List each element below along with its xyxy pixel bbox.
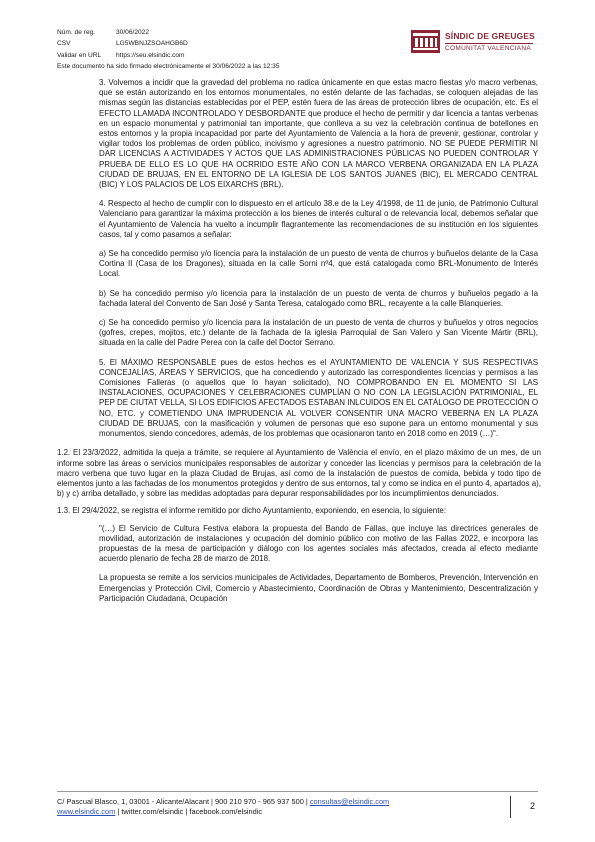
footer-email-link[interactable]: consultas@elsindic.com	[309, 797, 390, 806]
footer-line-1	[57, 797, 389, 807]
footer	[57, 797, 389, 817]
paragraph-point-4: 4. Respecto al hecho de cumplir con lo dispuesto en el artículo 38.e de la Ley 4/1998, de 11 de junio, de Patrimonio Cultural Valenciano para garantizar la máxima protección a los bienes de interés cultural o de relevancia local, debemos señalar que el Ayuntamiento de Valencia ha vuelto a incumplir flagrantemente las recomendaciones de su institución en los siguientes casos, tal y como pasamos a señalar:	[99, 199, 538, 239]
validation-url-label: Validar en URL	[57, 51, 102, 59]
logo-text	[445, 31, 535, 52]
paragraph-1-2: 1.2. El 23/3/2022, admitida la queja a trámite, se requiere al Ayuntamiento de València el envío, en el plazo máximo de un mes, de un informe sobre las áreas o servicios municipales responsables de autorizar y conceder las licencias y permisos para la celebración de la macro verbena que tuvo lugar en la plaza Ciudad de Brujas, así como de la instalación de puestos de comida, bebida y todo tipo de elementos junto a las fachadas de los monumentos protegidos y dentro de sus entornos, tal y como se indica en el punto 4, apartados a), b) y c) arriba detallado, y sobre las medidas adoptadas para depurar responsabilidades por los incumplimientos denunciados.	[57, 448, 541, 499]
csv-row	[57, 38, 188, 49]
report-paragraph-2: La propuesta se remite a los servicios municipales de Actividades, Departamento de Bomberos, Prevención, Intervención en Emergencias y Protección Civil, Comercio y Abastecimiento, Coordinación de Obras y Mantenimiento, Descentralización y Participación Ciudadana, Ocupación	[99, 573, 538, 603]
paragraph-point-4a: a) Se ha concedido permiso y/o licencia para la instalación de un puesto de venta de churros y buñuelos delante de la Casa Cortina II (Casa de los Dragones), situada en la calle Sorni nº4, que está catalogada como BRL-Monumento de Interés Local.	[99, 249, 538, 279]
footer-divider	[57, 791, 538, 792]
logo-divider	[445, 43, 533, 44]
report-paragraph-1: "(…) El Servicio de Cultura Festiva elabora la propuesta del Bando de Fallas, que incluye las directrices generales de movilidad, autorización de instalaciones y ocupación del dominio público con motivo de las Fallas 2022, e incorpora las propuestas de la mesa de participación y diálogo con los agentes sociales más afectados, creada al efecto mediante acuerdo plenario de fecha 28 de marzo de 2018.	[99, 523, 538, 564]
logo-title: SÍNDIC DE GREUGES	[445, 31, 535, 42]
building-icon	[411, 30, 440, 53]
csv-label: CSV	[57, 40, 71, 48]
validation-url-row	[57, 50, 188, 61]
validation-url-value: https://seu.elsindic.com	[116, 51, 185, 59]
registration-value: 30/06/2022	[116, 29, 150, 36]
document-body	[57, 78, 541, 613]
page-number: 2	[530, 801, 536, 811]
registration-label: Núm. de reg.	[57, 29, 96, 36]
footer-separator	[510, 796, 511, 818]
signature-note: Este documento ha sido firmado electrónicamente el 30/06/2022 a las 12:35	[57, 63, 280, 70]
sindic-logo	[411, 29, 537, 54]
footer-web-link[interactable]: www.elsindic.com	[57, 807, 116, 816]
paragraph-point-4c: c) Se ha concedido permiso y/o licencia para la instalación de un puesto de venta de churros y buñuelos y otros negocios (gofres, crepes, mojitos, etc.) delante de la fachada de la iglesia Parroquial de San Valero y San Vicente Mártir (BRL), situada en la calle del Padre Perea con la calle del Doctor Serrano.	[99, 318, 538, 348]
paragraph-point-4b: b) Se ha concedido permiso y/o licencia para la instalación de un puesto de venta de churros y buñuelos pegado a la fachada lateral del Convento de San José y Santa Teresa, catalogado como BRL, recayente a la calle Blanqueries.	[99, 288, 538, 308]
paragraph-1-3: 1.3. El 29/4/2022, se registra el informe remitido por dicho Ayuntamiento, exponiendo, en esencia, lo siguiente:	[57, 506, 447, 516]
csv-value: LG5WBNJZSOAHGB6D	[116, 40, 188, 48]
footer-line-2	[57, 807, 389, 817]
quoted-complaint	[99, 78, 538, 439]
footer-social: | twitter.com/elsindic | facebook.com/elsindic	[115, 807, 263, 816]
footer-address: C/ Pascual Blasco, 1, 03001 - Alicante/Alacant | 900 210 970 - 965 937 500 |	[57, 797, 310, 806]
registration-row	[57, 27, 188, 38]
quoted-report	[99, 524, 538, 604]
paragraph-point-3: 3. Volvemos a incidir que la gravedad del problema no radica únicamente en que estas macro fiestas y/o macro verbenas, que se están autorizando en los entornos monumentales, no estén delante de las fachadas, se coloquen alejadas de las mismas según las distancias establecidas por el PEP, estén fuera de las áreas de protección libres de ocupación, etc. Es el EFECTO LLAMADA INCONTROLADO Y DESBORDANTE que produce el hecho de permitir y dar licencia a tantas verbenas en un espacio monumental y patrimonial tan importante, que conlleva a su vez la celebración continua de botellones en estos entornos y la propia incapacidad por parte del Ayuntamiento de Valencia a la hora de prevenir, gestionar, controlar y vigilar todos los problemas de orden público, incivismo y agresiones a nuestro patrimonio. NO SE PUEDE PERMITIR NI DAR LICENCIAS A ACTIVIDADES Y ACTOS QUE LAS ADMINISTRACIONES PÚBLICAS NO PUEDEN CONTROLAR Y PRUEBA DE ELLO ES LO QUE HA OCRRIDO ESTE AÑO CON LA MARCO VERBENA ORGANIZADA EN LA PLAZA CIUDAD DE BRUJAS, EN EL ENTORNO DE LA IGLESIA DE LOS SANTOS JUANES (BIC), EL MERCADO CENTRAL (BIC) Y LOS PALACIOS DE LOS EIXARCHS (BRL).	[99, 78, 538, 190]
document-metadata	[57, 27, 188, 61]
logo-subtitle: COMUNITAT VALENCIANA	[445, 44, 532, 52]
paragraph-point-5: 5. El MÁXIMO RESPONSABLE pues de estos hechos es el AYUNTAMIENTO DE VALENCIA Y SUS RESPECTIVAS CONCEJALÍAS, ÁREAS Y SERVICIOS, que ha concediendo y autorizado las correspondientes licencias y permisos a las Comisiones Falleras (o aquellos que lo hayan solicitado), NO COMPROBANDO EN EL MOMENTO SI LAS INSTALACIONES, OCUPACIONES Y CELEBRACIONES CUMPLÍAN O NO CON LA LEGISLACIÓN PATRIMONIAL, EL PEP DE CIUTAT VELLA, SI LOS EDIFICIOS AFECTADOS ESTABAN INLCUIDOS EN EL CATÁLOGO DE PROTECCIÓN O NO, ETC. y COMETIENDO UNA IMPRUDENCIA AL VOLVER CONSENTIR UNA MACRO VEBERNA EN LA PLAZA CIUDAD DE BRUJAS, con la masificación y volumen de personas que eso supone para un entorno monumental y sus monumentos, siendo concedores, además, de los problemas que ocasionaron tanto en 2018 como en 2019 (…)".	[99, 357, 538, 439]
